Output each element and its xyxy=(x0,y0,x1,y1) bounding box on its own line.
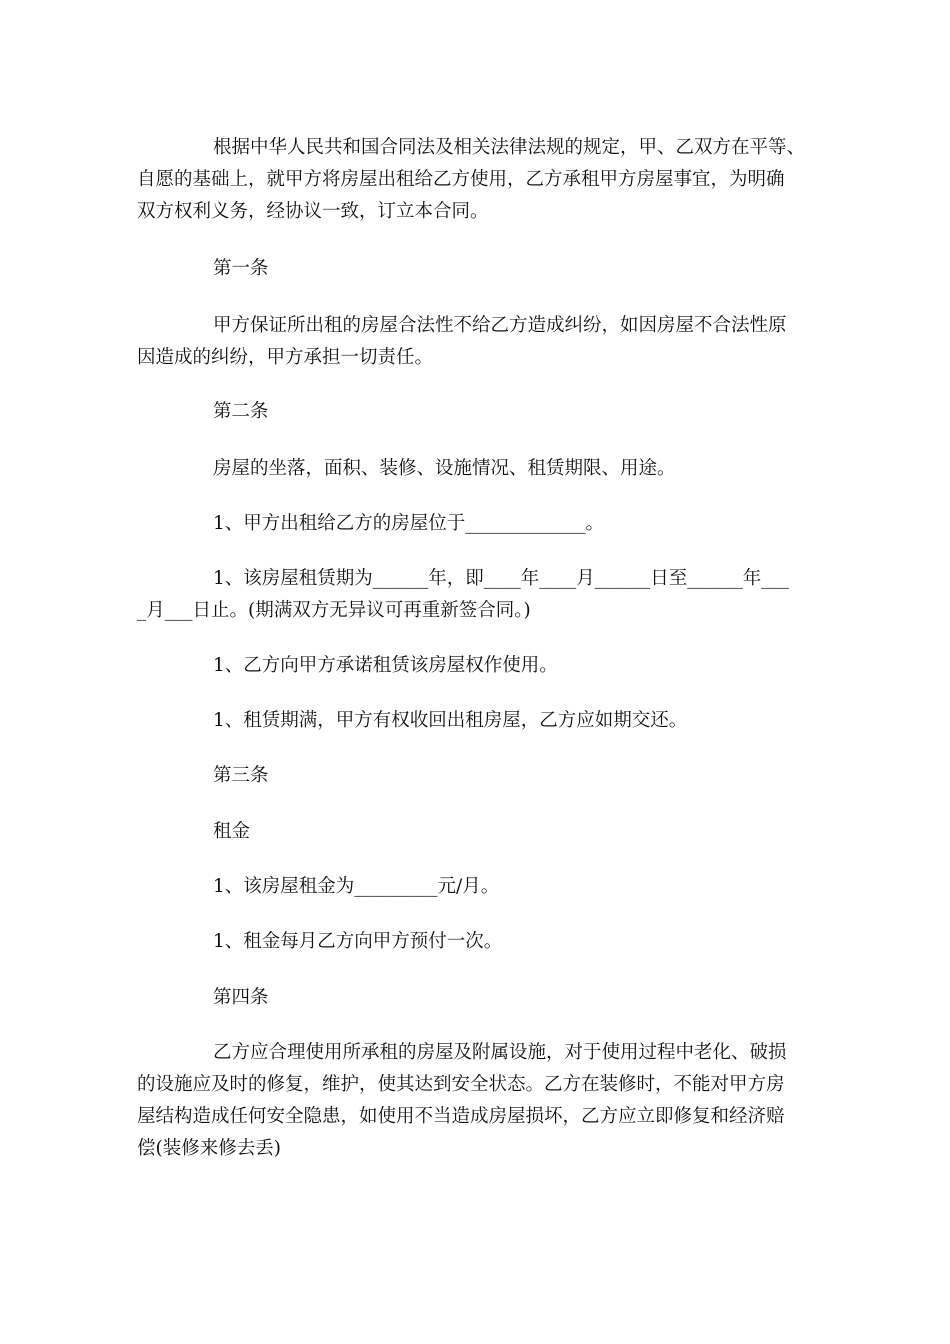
clause-rent-payment-text: 1、租金每月乙方向甲方预付一次。 xyxy=(213,931,503,952)
article-1-title: 第一条 xyxy=(213,258,269,279)
article-1-heading xyxy=(137,253,809,285)
preamble-line-2: 自愿的基础上，就甲方将房屋出租给乙方使用，乙方承租甲方房屋事宜，为明确 xyxy=(137,169,785,190)
clause-lease-term-line-1: 1、该房屋租赁期为______年，即____年____月______日至______年___ xyxy=(213,568,790,589)
article-4-title: 第四条 xyxy=(213,987,269,1008)
article-2-title: 第二条 xyxy=(213,401,269,422)
article-4-line-1: 乙方应合理使用所承租的房屋及附属设施，对于使用过程中老化、破损 xyxy=(213,1042,787,1063)
article-1-body xyxy=(137,310,809,374)
clause-usage-text: 1、乙方向甲方承诺租赁该房屋权作使用。 xyxy=(213,655,558,676)
article-4-line-4: 偿(装修来修去丢) xyxy=(137,1138,281,1159)
article-4-body xyxy=(137,1037,809,1165)
paragraph-preamble xyxy=(137,132,809,228)
article-2-heading xyxy=(137,396,809,428)
clause-rent-amount-text: 1、该房屋租金为_________元/月。 xyxy=(213,876,500,897)
article-1-line-1: 甲方保证所出租的房屋合法性不给乙方造成纠纷，如因房屋不合法性原 xyxy=(213,315,787,336)
article-4-line-3: 屋结构造成任何安全隐患，如使用不当造成房屋损坏，乙方应立即修复和经济赔 xyxy=(137,1106,785,1127)
article-1-line-2: 因造成的纠纷，甲方承担一切责任。 xyxy=(137,347,434,368)
article-3-title: 第三条 xyxy=(213,765,269,786)
clause-expiry-text: 1、租赁期满，甲方有权收回出租房屋，乙方应如期交还。 xyxy=(213,710,688,731)
clause-location xyxy=(137,508,809,540)
clause-lease-term-line-2: _月___日止。(期满双方无异议可再重新签合同。) xyxy=(137,600,531,621)
article-2-intro-text: 房屋的坐落，面积、装修、设施情况、租赁期限、用途。 xyxy=(213,458,676,479)
rent-heading xyxy=(137,816,809,848)
clause-expiry xyxy=(137,705,809,737)
article-2-intro xyxy=(137,453,809,485)
rent-title: 租金 xyxy=(213,821,251,842)
clause-rent-payment xyxy=(137,926,809,958)
article-4-heading xyxy=(137,982,809,1014)
article-3-heading xyxy=(137,760,809,792)
clause-lease-term xyxy=(137,563,809,627)
clause-location-text: 1、甲方出租给乙方的房屋位于_____________。 xyxy=(213,513,605,534)
clause-usage xyxy=(137,650,809,682)
preamble-line-1: 根据中华人民共和国合同法及相关法律法规的规定，甲、乙双方在平等、 xyxy=(213,137,806,158)
clause-rent-amount xyxy=(137,871,809,903)
article-4-line-2: 的设施应及时的修复，维护，使其达到安全状态。乙方在装修时，不能对甲方房 xyxy=(137,1074,785,1095)
preamble-line-3: 双方权利义务，经协议一致，订立本合同。 xyxy=(137,201,489,222)
